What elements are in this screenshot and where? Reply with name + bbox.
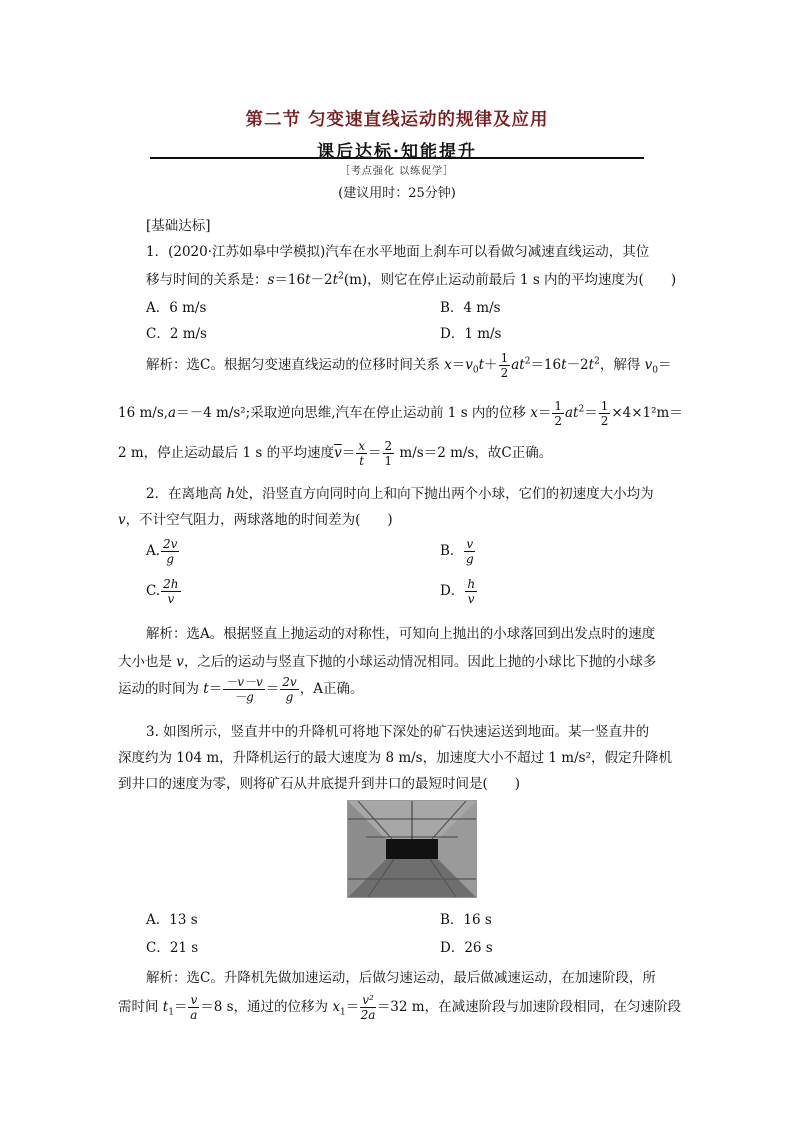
- q3-option-d: D．26 s: [440, 940, 493, 956]
- q1-line2: 移与时间的关系是：$s=16t-2t^2(m)$，则它在停止运动前最后 1 s 内的平均速度为( ): [146, 271, 677, 288]
- fraction: $\frac{1}{2}$: [600, 399, 609, 428]
- q1-option-c: C．2 m/s: [146, 326, 207, 342]
- page-title: 第二节 匀变速直线运动的规律及应用: [245, 110, 549, 130]
- q2-option-a: A. $\frac{2v}{g}$: [146, 537, 178, 566]
- fraction: $\frac{1}{2}$: [500, 351, 509, 380]
- q2-option-b: B． $\frac{v}{g}$: [440, 537, 474, 566]
- fraction: $\frac{v}{g}$: [465, 537, 474, 566]
- fraction: $\frac{\text{v²}}{2a}$: [360, 993, 376, 1022]
- section-subtitle: 课后达标·知能提升: [317, 142, 477, 162]
- fraction: $\frac{v}{a}$: [190, 993, 198, 1022]
- q3-answer-line1: 解析：选C。升降机先做加速运动，后做匀速运动，最后做减速运动，在加速阶段，所: [146, 970, 656, 986]
- q3-option-a: A．13 s: [146, 912, 198, 928]
- q3-option-b: B．16 s: [440, 912, 492, 928]
- q2-line2: v，不计空气阻力，两球落地的时间差为( ): [118, 512, 393, 528]
- q2-answer-line1: 解析：选A。根据竖直上抛运动的对称性，可知向上抛出的小球落回到出发点时的速度: [146, 626, 656, 642]
- q2-option-c: C. $\frac{2h}{v}$: [146, 577, 179, 606]
- q2-option-d: D． $\frac{h}{v}$: [440, 577, 476, 606]
- q1-answer-line1: 解析：选C。根据匀变速直线运动的位移时间关系 $x=v_0t+$ $\frac{1}{2}$ $at^2=16t-2t^2$，解得 $v_0=$: [146, 351, 672, 380]
- q1-line1: 1．(2020·江苏如皋中学模拟)汽车在水平地面上刹车可以看做匀减速直线运动，其位: [146, 244, 650, 260]
- q3-option-c: C．21 s: [146, 940, 199, 956]
- q3-answer-line2: 需时间 $t_1=$ $\frac{v}{a}$ ＝8 s，通过的位移为 $x_1=$ $\frac{\text{v²}}{2a}$ ＝32 m，在减速阶段与加速阶段相同，在匀速阶段: [118, 993, 682, 1022]
- fraction: $\frac{-v-v}{-g}$: [225, 675, 263, 704]
- fraction: $\frac{2v}{g}$: [163, 537, 178, 566]
- fraction: $\frac{2v}{g}$: [282, 675, 297, 704]
- title-rule: [150, 157, 644, 159]
- mine-shaft-image: [348, 801, 476, 897]
- fraction: $\frac{2h}{v}$: [163, 577, 179, 606]
- fraction: $\frac{2}{1}$: [384, 439, 393, 468]
- q2-answer-line3: 运动的时间为 t＝ $\frac{-v-v}{-g}$ ＝ $\frac{2v}{g}$ ，A正确。: [118, 675, 364, 704]
- mine-shaft-photo: [347, 800, 477, 898]
- fraction: $\frac{h}{v}$: [467, 577, 476, 606]
- q2-answer-line2: 大小也是 v，之后的运动与竖直下抛的小球运动情况相同。因此上抛的小球比下抛的小球多: [118, 654, 657, 670]
- q3-line3: 到井口的速度为零，则将矿石从井底提升到井口的最短时间是( ): [118, 776, 521, 792]
- q1-answer-line2: 16 m/s,a＝－4 m/s²;采取逆向思维,汽车在停止运动前 1 s 内的位移 x＝ $\frac{1}{2}$ $at^2=$ $\frac{1}{2}$ ×4×1²m＝: [118, 399, 683, 428]
- section-label: [基础达标]: [146, 218, 211, 234]
- subtitle-tag: ［考点强化 以练促学］: [339, 166, 455, 177]
- q1-option-a: A．6 m/s: [146, 300, 207, 316]
- q3-line2: 深度约为 104 m，升降机运行的最大速度为 8 m/s，加速度大小不超过 1 m/s²，假定升降机: [118, 750, 672, 766]
- suggested-time: (建议用时：25分钟): [338, 186, 456, 201]
- q3-line1: 3. 如图所示，竖直井中的升降机可将地下深处的矿石快速运送到地面。某一竖直井的: [146, 724, 650, 740]
- fraction: $\frac{1}{2}$: [554, 399, 562, 428]
- q2-line1: 2．在离地高 h处，沿竖直方向同时向上和向下抛出两个小球，它们的初速度大小均为: [146, 486, 654, 502]
- q1-option-b: B．4 m/s: [440, 300, 501, 316]
- fraction: $\frac{x}{t}$: [358, 439, 365, 468]
- q1-option-d: D．1 m/s: [440, 326, 502, 342]
- q1-answer-line3: 2 m，停止运动最后 1 s 的平均速度$\overline{v}=$ $\frac{x}{t}$ ＝ $\frac{2}{1}$ m/s＝2 m/s，故C正确。: [118, 439, 553, 468]
